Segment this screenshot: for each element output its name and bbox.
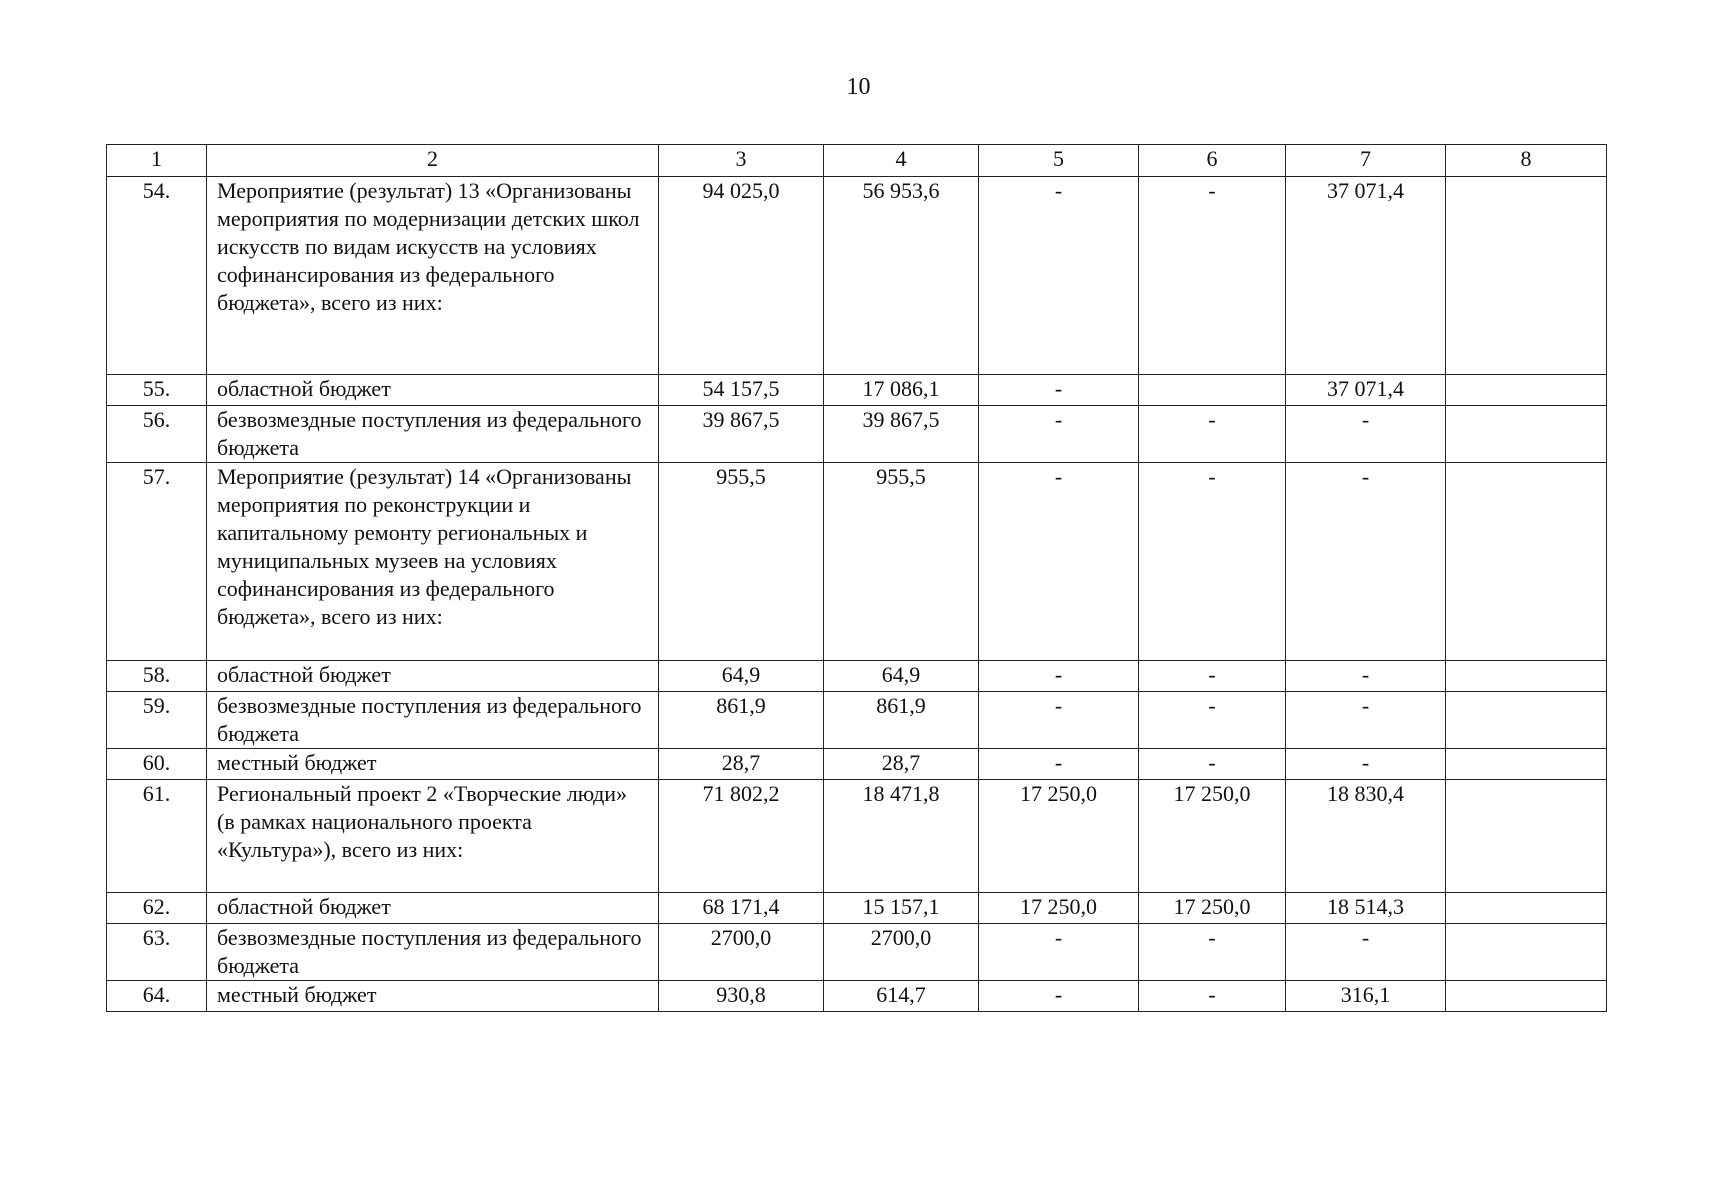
cell-col7: 18 830,4 [1286, 780, 1446, 893]
row-number: 56. [107, 406, 207, 463]
cell-col8 [1446, 893, 1607, 924]
column-header: 4 [824, 145, 979, 177]
cell-col8 [1446, 780, 1607, 893]
cell-col5: - [979, 661, 1139, 692]
row-number: 64. [107, 981, 207, 1012]
cell-col7: - [1286, 406, 1446, 463]
cell-col3: 861,9 [659, 692, 824, 749]
cell-col3: 68 171,4 [659, 893, 824, 924]
table-row [107, 924, 1607, 981]
column-header: 6 [1139, 145, 1286, 177]
cell-col5: - [979, 375, 1139, 406]
cell-col4: 861,9 [824, 692, 979, 749]
row-name: местный бюджет [207, 981, 659, 1012]
cell-col4: 17 086,1 [824, 375, 979, 406]
cell-col5: 17 250,0 [979, 780, 1139, 893]
cell-col8 [1446, 406, 1607, 463]
cell-col7: 316,1 [1286, 981, 1446, 1012]
row-number: 63. [107, 924, 207, 981]
row-name: областной бюджет [207, 375, 659, 406]
cell-col7: - [1286, 692, 1446, 749]
row-number: 58. [107, 661, 207, 692]
cell-col5: - [979, 981, 1139, 1012]
row-name: безвозмездные поступления из федерального бюджета [207, 692, 659, 749]
cell-col4: 39 867,5 [824, 406, 979, 463]
cell-col8 [1446, 177, 1607, 375]
cell-col5: - [979, 177, 1139, 375]
cell-col5: - [979, 463, 1139, 661]
cell-col7: 37 071,4 [1286, 375, 1446, 406]
cell-col6: - [1139, 463, 1286, 661]
cell-col8 [1446, 375, 1607, 406]
cell-col6: - [1139, 749, 1286, 780]
table-row [107, 749, 1607, 780]
row-number: 61. [107, 780, 207, 893]
cell-col4: 64,9 [824, 661, 979, 692]
cell-col6: - [1139, 981, 1286, 1012]
cell-col7: - [1286, 463, 1446, 661]
cell-col4: 15 157,1 [824, 893, 979, 924]
cell-col6: - [1139, 692, 1286, 749]
cell-col4: 28,7 [824, 749, 979, 780]
cell-col8 [1446, 749, 1607, 780]
column-header: 3 [659, 145, 824, 177]
cell-col3: 930,8 [659, 981, 824, 1012]
table-row [107, 692, 1607, 749]
cell-col5: - [979, 924, 1139, 981]
cell-col7: - [1286, 749, 1446, 780]
table-row [107, 661, 1607, 692]
cell-col3: 64,9 [659, 661, 824, 692]
cell-col7: - [1286, 661, 1446, 692]
table-row [107, 780, 1607, 893]
cell-col6: 17 250,0 [1139, 893, 1286, 924]
column-header: 5 [979, 145, 1139, 177]
cell-col6: - [1139, 406, 1286, 463]
cell-col3: 39 867,5 [659, 406, 824, 463]
cell-col8 [1446, 924, 1607, 981]
cell-col6 [1139, 375, 1286, 406]
cell-col8 [1446, 692, 1607, 749]
row-name: областной бюджет [207, 661, 659, 692]
cell-col4: 18 471,8 [824, 780, 979, 893]
table-row [107, 463, 1607, 661]
cell-col6: 17 250,0 [1139, 780, 1286, 893]
table-header-row [107, 145, 1607, 177]
row-number: 57. [107, 463, 207, 661]
row-name: местный бюджет [207, 749, 659, 780]
row-name: безвозмездные поступления из федерального бюджета [207, 924, 659, 981]
cell-col6: - [1139, 177, 1286, 375]
cell-col3: 955,5 [659, 463, 824, 661]
row-number: 59. [107, 692, 207, 749]
table-row [107, 177, 1607, 375]
row-number: 62. [107, 893, 207, 924]
cell-col5: 17 250,0 [979, 893, 1139, 924]
row-name: Региональный проект 2 «Творческие люди» (в рамках национального проекта «Культура»), всего из них: [207, 780, 659, 893]
table-row [107, 893, 1607, 924]
cell-col3: 94 025,0 [659, 177, 824, 375]
cell-col5: - [979, 692, 1139, 749]
row-number: 54. [107, 177, 207, 375]
row-name: областной бюджет [207, 893, 659, 924]
row-name: Мероприятие (результат) 14 «Организованы мероприятия по реконструкции и капитальному ремонту региональных и муниципальных музеев на условиях софинансирования из федерального бюджета», всего из них: [207, 463, 659, 661]
cell-col8 [1446, 463, 1607, 661]
cell-col3: 2700,0 [659, 924, 824, 981]
cell-col7: 37 071,4 [1286, 177, 1446, 375]
cell-col4: 56 953,6 [824, 177, 979, 375]
column-header: 8 [1446, 145, 1607, 177]
cell-col3: 28,7 [659, 749, 824, 780]
column-header: 2 [207, 145, 659, 177]
table-row [107, 375, 1607, 406]
cell-col5: - [979, 749, 1139, 780]
table-row [107, 406, 1607, 463]
cell-col4: 614,7 [824, 981, 979, 1012]
row-number: 55. [107, 375, 207, 406]
row-number: 60. [107, 749, 207, 780]
column-header: 1 [107, 145, 207, 177]
cell-col8 [1446, 981, 1607, 1012]
page-number: 10 [846, 74, 871, 100]
cell-col6: - [1139, 661, 1286, 692]
cell-col6: - [1139, 924, 1286, 981]
row-name: Мероприятие (результат) 13 «Организованы мероприятия по модернизации детских школ искусств по видам искусств на условиях софинансирования из федерального бюджета», всего из них: [207, 177, 659, 375]
cell-col4: 955,5 [824, 463, 979, 661]
cell-col8 [1446, 661, 1607, 692]
cell-col5: - [979, 406, 1139, 463]
column-header: 7 [1286, 145, 1446, 177]
table-row [107, 981, 1607, 1012]
row-name: безвозмездные поступления из федерального бюджета [207, 406, 659, 463]
cell-col7: 18 514,3 [1286, 893, 1446, 924]
cell-col3: 54 157,5 [659, 375, 824, 406]
cell-col4: 2700,0 [824, 924, 979, 981]
cell-col7: - [1286, 924, 1446, 981]
budget-table [106, 144, 1607, 1012]
cell-col3: 71 802,2 [659, 780, 824, 893]
